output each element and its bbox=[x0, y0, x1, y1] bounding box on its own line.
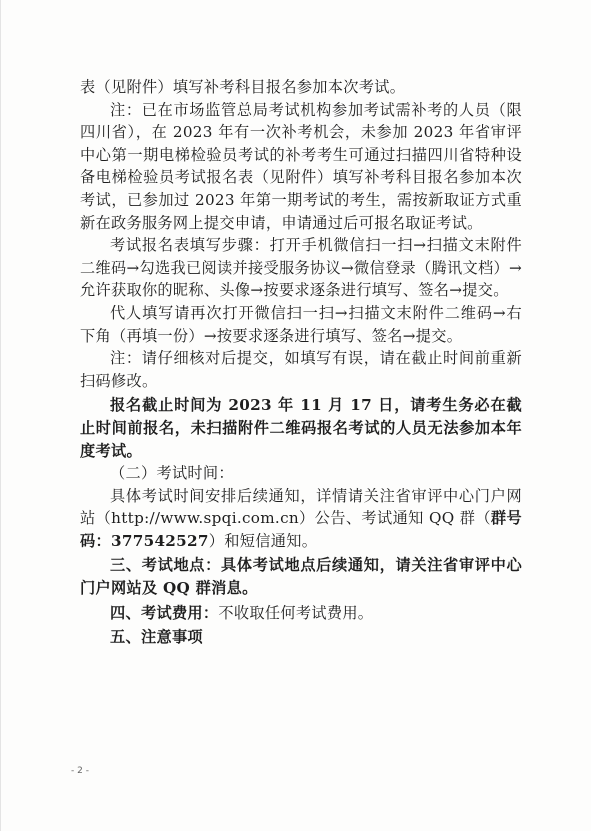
paragraph-proxy-registration: 代人填写请再次打开微信扫一扫→扫描文末附件二维码→右下角（再填一份）→按要求逐条进行填写、签名→提交。 bbox=[80, 303, 522, 345]
paragraph-note-verify: 注：请仔细核对后提交，如填写有误，请在截止时间前重新扫码修改。 bbox=[80, 349, 522, 390]
page-number: - 2 - bbox=[71, 766, 89, 776]
exam-fee-heading: 四、考试费用： bbox=[110, 603, 219, 622]
exam-time-text: 具体考试时间安排后续通知，详情请关注省审评中心门户网站（http://www.spqi.com.cn）公告、考试通知 QQ 群（ bbox=[80, 486, 522, 528]
section-exam-time-heading: （二）考试时间： bbox=[110, 464, 234, 483]
paragraph-exam-time bbox=[80, 485, 522, 553]
section-exam-location: 三、考试地点：具体考试地点后续通知，请关注省审评中心门户网站及 QQ 群消息。 bbox=[80, 556, 522, 598]
document-body bbox=[80, 76, 522, 649]
paragraph-continuation: 表（见附件）填写补考科目报名参加本次考试。 bbox=[80, 78, 406, 96]
qq-group-number: 群号码：377542527 bbox=[80, 509, 522, 550]
section-exam-fee bbox=[80, 602, 522, 625]
section-notes-heading: 五、注意事项 bbox=[110, 628, 203, 647]
paragraph-note-makeup-exam: 注：已在市场监管总局考试机构参加考试需补考的人员（限四川省），在 2023 年有一次补考机会，未参加 2023 年省审评中心第一期电梯检验员考试的补考考生可通过扫描四川省特种设备电梯检验员考试报名表（见附件）填写补考科目报名参加本次考试，已参加过 2023 年第一期考试的考生，需按新取证方式重新在政务服务网上提交申请，申请通过后可报名取证考试。 bbox=[80, 100, 522, 232]
paragraph-deadline: 报名截止时间为 2023 年 11 月 17 日，请考生务必在截止时间前报名，未扫描附件二维码报名考试的人员无法参加本年度考试。 bbox=[80, 396, 522, 460]
paragraph-registration-steps: 考试报名表填写步骤：打开手机微信扫一扫→扫描文末附件二维码→勾选我已阅读并接受服务协议→微信登录（腾讯文档）→允许获取你的昵称、头像→按要求逐条进行填写、签名→提交。 bbox=[80, 236, 522, 300]
exam-time-text-end: ）和短信通知。 bbox=[208, 531, 318, 550]
exam-fee-text: 不收取任何考试费用。 bbox=[218, 603, 374, 622]
